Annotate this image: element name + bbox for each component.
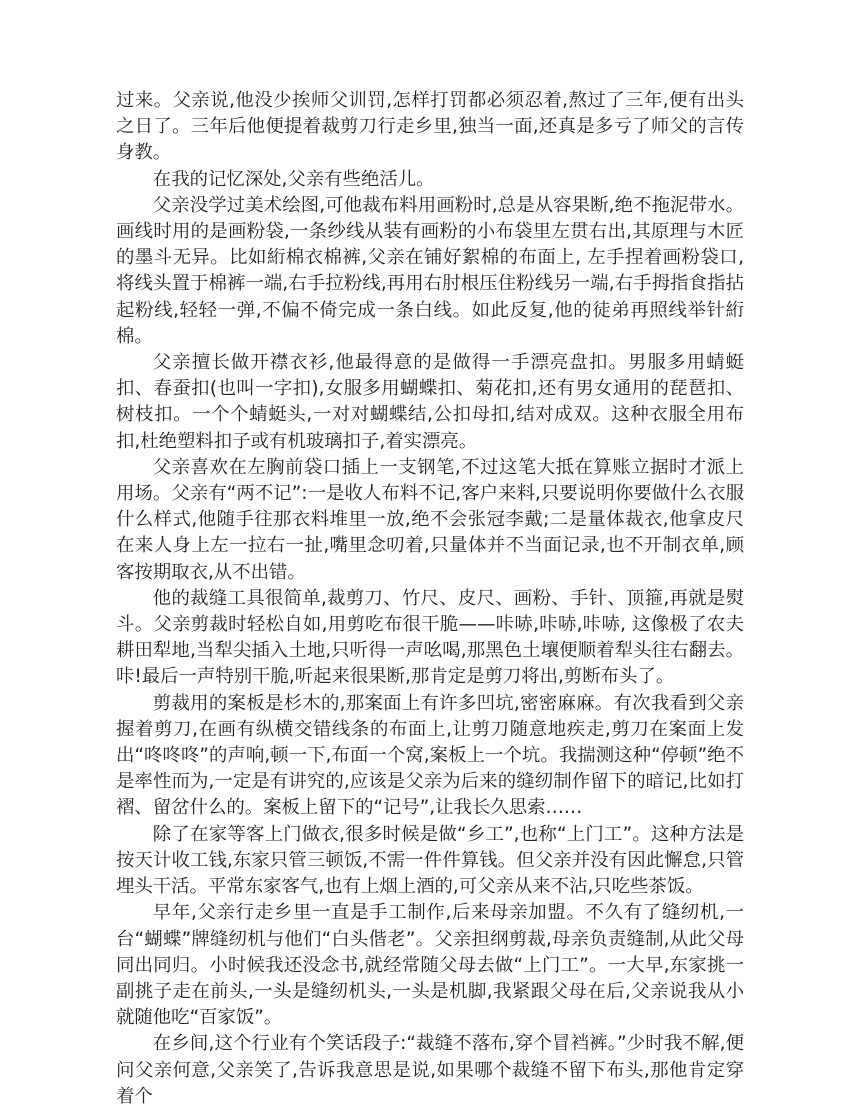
paragraph-2: 在我的记忆深处,父亲有些绝活儿。 bbox=[152, 168, 435, 190]
paragraph-9: 早年,父亲行走乡里一直是手工制作,后来母亲加盟。不久有了缝纫机,一台“蝴蝶”牌缝纫机与他们“白头偕老”。父亲担纲剪裁,母亲负责缝制,从此父母同出同归。小时候我还没念书,就经常随父母去做“上门工”。一大早,东家挑一副挑子走在前头,一头是缝纫机头,一头是机脚,我紧跟父母在后,父亲说我从小就随他吃“百家饭”。 bbox=[116, 902, 744, 1029]
document-page bbox=[116, 88, 744, 1110]
paragraph-7: 剪裁用的案板是杉木的,那案面上有许多凹坑,密密麻麻。有次我看到父亲握着剪刀,在画有纵横交错线条的布面上,让剪刀随意地疾走,剪刀在案面上发出“咚咚咚”的声响,顿一下,布面一个窝,案板上一个坑。我揣测这种“停顿”绝不是率性而为,一定是有讲究的,应该是父亲为后来的缝纫制作留下的暗记,比如打褶、留岔什么的。案板上留下的“记号”,让我长久思索…… bbox=[116, 692, 744, 819]
paragraph-8: 除了在家等客上门做衣,很多时候是做“乡工”,也称“上门工”。这种方法是按天计收工钱,东家只管三顿饭,不需一件件算钱。但父亲并没有因此懈怠,只管埋头干活。平常东家客气,也有上烟上酒的,可父亲从来不沾,只吃些茶饭。 bbox=[116, 823, 744, 898]
paragraph-6: 他的裁缝工具很简单,裁剪刀、竹尺、皮尺、画粉、手针、顶箍,再就是熨斗。父亲剪裁时轻松自如,用剪吃布很干脆——咔哧,咔哧,咔哧, 这像极了农夫耕田犁地,当犁尖插入土地,只听得一声吆喝,那黑色土壤便顺着犁头往右翻去。咔!最后一声特别干脆,听起来很果断,那肯定是剪刀将出,剪断布头了。 bbox=[116, 587, 744, 688]
paragraph-10: 在乡间,这个行业有个笑话段子:“裁缝不落布,穿个冒裆裤。”少时我不解,便问父亲何意,父亲笑了,告诉我意思是说,如果哪个裁缝不留下布头,那他肯定穿着个 bbox=[116, 1033, 744, 1107]
paragraph-5: 父亲喜欢在左胸前袋口插上一支钢笔,不过这笔大抵在算账立据时才派上用场。父亲有“两不记”:一是收人布料不记,客户来料,只要说明你要做什么衣服什么样式,他随手往那衣料堆里一放,绝不会张冠李戴;二是量体裁衣,他拿皮尺在来人身上左一拉右一扯,嘴里念叨着,只量体并不当面记录,也不开制衣单,顾客按期取衣,从不出错。 bbox=[116, 456, 744, 583]
paragraph-1: 过来。父亲说,他没少挨师父训罚,怎样打罚都必须忍着,熬过了三年,便有出头之日了。三年后他便提着裁剪刀行走乡里,独当一面,还真是多亏了师父的言传身教。 bbox=[116, 90, 744, 164]
paragraph-3: 父亲没学过美术绘图,可他裁布料用画粉时,总是从容果断,绝不拖泥带水。画线时用的是画粉袋,一条纱线从装有画粉的小布袋里左贯右出,其原理与木匠的墨斗无异。比如絎棉衣棉裤,父亲在铺好絮棉的布面上, 左手捏着画粉袋口,将线头置于棉裤一端,右手拉粉线,再用右肘根压住粉线另一端,右手拇指食指拈起粉线,轻轻一弹,不偏不倚完成一条白线。如此反复,他的徒弟再照线举针絎棉。 bbox=[116, 194, 744, 347]
paragraph-4: 父亲擅长做开襟衣衫,他最得意的是做得一手漂亮盘扣。男服多用蜻蜓扣、春蚕扣(也叫一字扣),女服多用蝴蝶扣、菊花扣,还有男女通用的琵琶扣、树枝扣。一个个蜻蜓头,一对对蝴蝶结,公扣母扣,结对成双。这种衣服全用布扣,杜绝塑料扣子或有机玻璃扣子,着实漂亮。 bbox=[116, 352, 744, 452]
